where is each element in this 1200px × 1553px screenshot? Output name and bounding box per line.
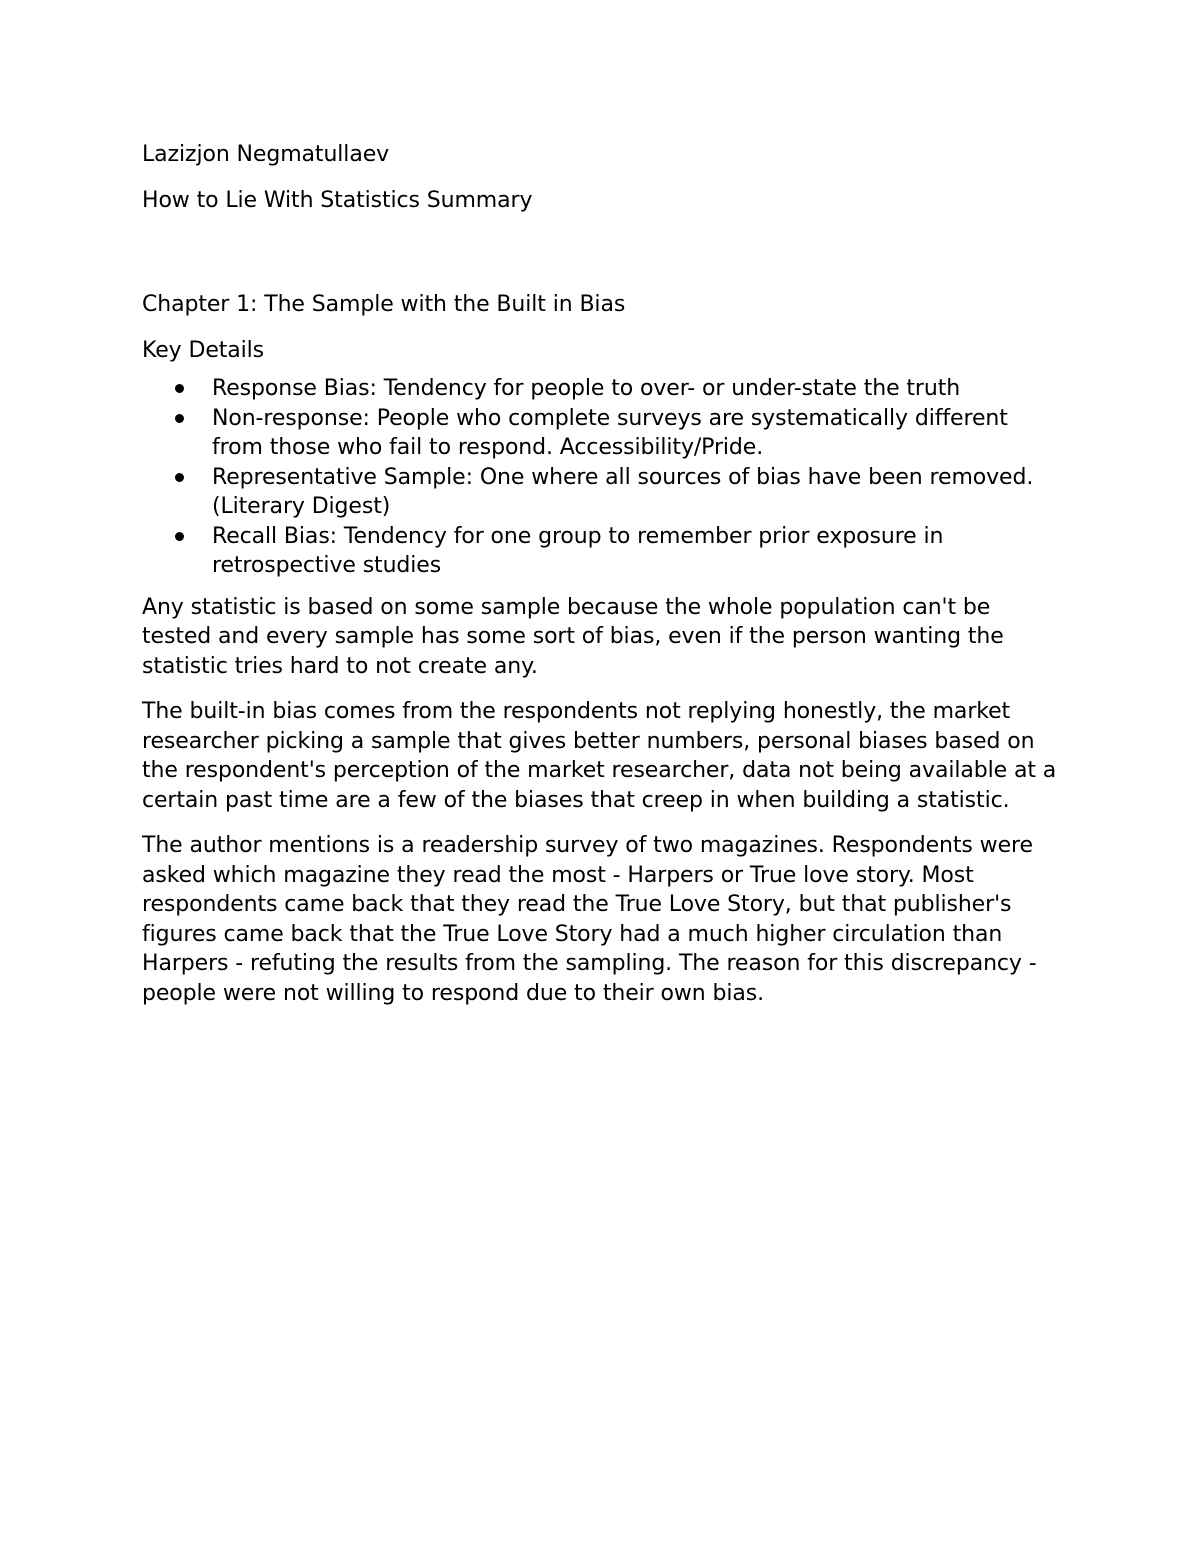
list-item-text: Non-response: People who complete surveys are systematically different from those who fail to respond. Accessibility/Pride.: [212, 405, 1008, 460]
paragraph-readership-survey: The author mentions is a readership survey of two magazines. Respondents were asked which magazine they read the most - Harpers or True love story. Most respondents came back that they read the True Love Story, but that publisher's figures came back that the True Love Story had a much higher circulation than Harpers - refuting the results from the sampling. The reason for this discrepancy - people were not willing to respond due to their own bias.: [142, 833, 1037, 1006]
list-item: [142, 374, 1062, 404]
key-details-list: [142, 374, 1062, 581]
bullet-icon: [175, 532, 184, 541]
author-name: Lazizjon Negmatullaev: [142, 142, 390, 167]
paragraph-sample-bias: Any statistic is based on some sample because the whole population can't be tested and every sample has some sort of bias, even if the person wanting the statistic tries hard to not create any.: [142, 594, 1004, 679]
bullet-icon: [175, 414, 184, 423]
key-details-heading: Key Details: [142, 337, 265, 363]
document-title: How to Lie With Statistics Summary: [142, 187, 533, 213]
list-item: [142, 404, 1062, 463]
document-body: [142, 140, 1062, 1024]
bullet-icon: [175, 384, 184, 393]
list-item-text: Representative Sample: One where all sources of bias have been removed. (Literary Digest): [212, 464, 1034, 519]
paragraph-built-in-bias: The built-in bias comes from the respondents not replying honestly, the market researcher picking a sample that gives better numbers, personal biases based on the respondent's perception of the market researcher, data not being available at a certain past time are a few of the biases that creep in when building a statistic.: [142, 699, 1057, 813]
list-item-text: Recall Bias: Tendency for one group to remember prior exposure in retrospective studies: [212, 523, 944, 578]
chapter-heading: Chapter 1: The Sample with the Built in Bias: [142, 292, 626, 317]
bullet-icon: [175, 473, 184, 482]
list-item: [142, 463, 1062, 522]
list-item-text: Response Bias: Tendency for people to over- or under-state the truth: [212, 376, 961, 401]
list-item: [142, 522, 1062, 581]
